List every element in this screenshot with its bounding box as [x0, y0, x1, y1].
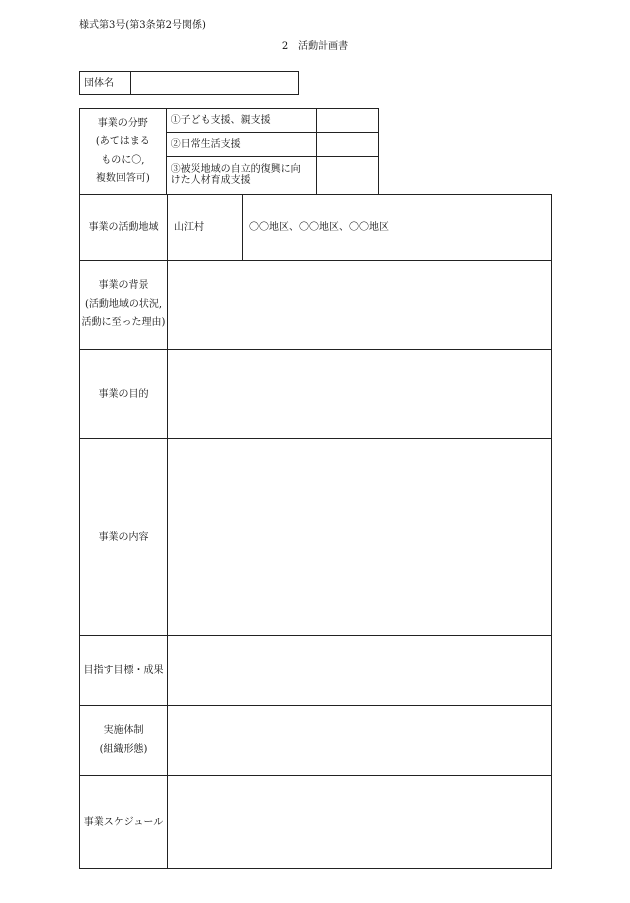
category-option-line: ③被災地域の自立的復興に向	[170, 164, 301, 176]
category-option-mark[interactable]	[317, 157, 379, 195]
category-header-line: 複数回答可)	[95, 173, 150, 184]
background-label-line: 事業の背景	[98, 280, 149, 292]
system-field[interactable]	[168, 706, 552, 776]
category-header-line: 事業の分野	[97, 117, 148, 129]
purpose-field[interactable]	[168, 350, 552, 439]
form-number: 様式第3号(第3条第2号関係)	[79, 20, 206, 31]
goals-field[interactable]	[168, 636, 552, 706]
system-label	[80, 706, 168, 776]
organization-label: 団体名	[80, 72, 131, 95]
content-field[interactable]	[168, 439, 552, 636]
schedule-label: 事業スケジュール	[80, 776, 168, 869]
area-label: 事業の活動地域	[80, 195, 168, 261]
system-label-line: 実施体制	[103, 725, 144, 736]
background-label-line: 活動に至った理由)	[81, 317, 166, 329]
purpose-label: 事業の目的	[80, 350, 168, 439]
category-option-label: ②日常生活支援	[166, 133, 317, 157]
category-option-mark[interactable]	[317, 133, 379, 157]
category-header	[80, 109, 167, 195]
background-label-line: (活動地域の状況,	[84, 298, 163, 310]
goals-label: 目指す目標・成果	[80, 636, 168, 706]
category-option-label: ①子ども支援、親支援	[166, 109, 317, 133]
document-title: 2 活動計画書	[281, 41, 349, 52]
category-table	[79, 108, 379, 195]
area-village[interactable]: 山江村	[168, 195, 243, 261]
category-option-line: けた人材育成支援	[170, 174, 251, 186]
organization-name-field[interactable]	[131, 72, 299, 95]
organization-table	[79, 71, 299, 95]
schedule-field[interactable]	[168, 776, 552, 869]
background-field[interactable]	[168, 261, 552, 350]
plan-table	[79, 194, 552, 869]
category-option-label	[166, 157, 317, 195]
category-header-line: ものに〇,	[101, 154, 145, 166]
category-option-mark[interactable]	[317, 109, 379, 133]
area-districts[interactable]: 〇〇地区、〇〇地区、〇〇地区	[243, 195, 552, 261]
background-label	[80, 261, 168, 350]
category-header-line: (あてはまる	[95, 136, 150, 147]
system-label-line: (組織形態)	[99, 743, 148, 755]
content-label: 事業の内容	[80, 439, 168, 636]
